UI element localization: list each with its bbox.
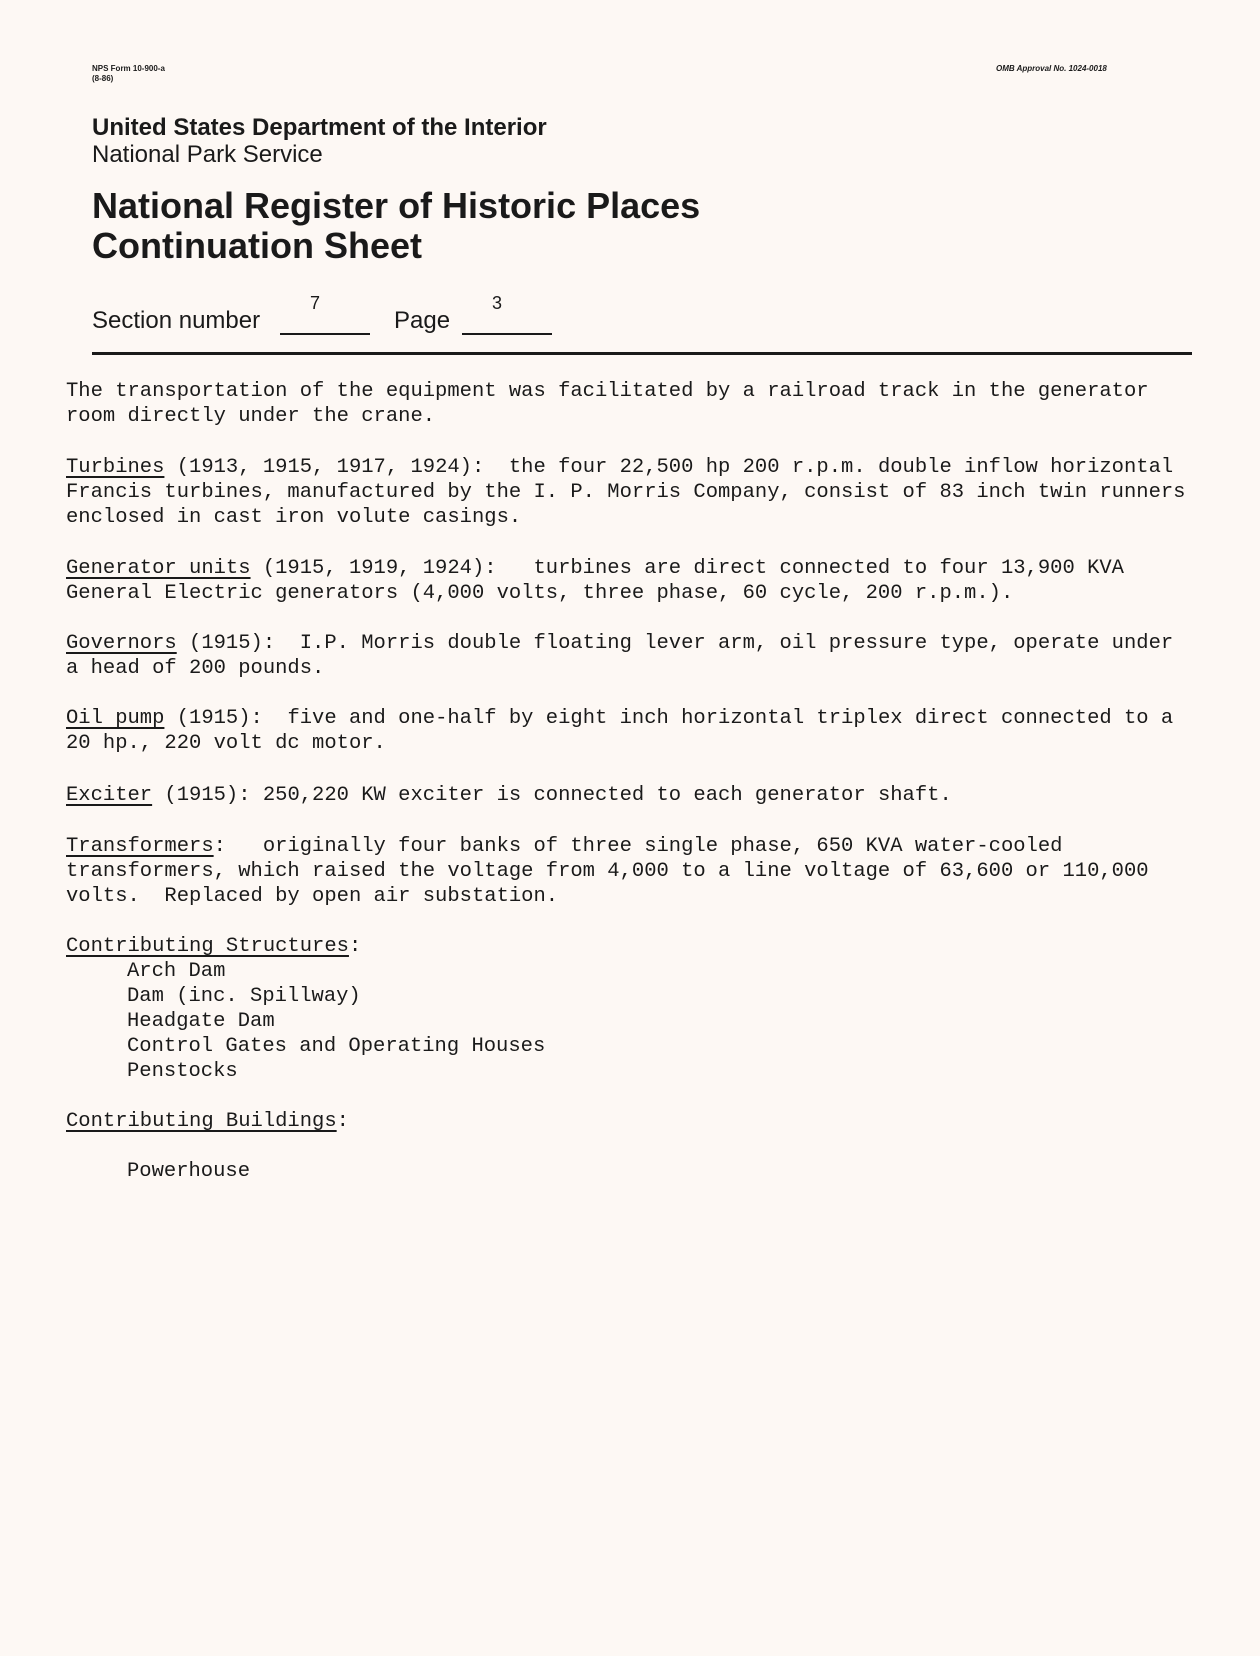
heading-exciter: Exciter xyxy=(66,784,153,807)
paragraph-governors xyxy=(66,631,1202,681)
form-number-text: NPS Form 10-900-a xyxy=(92,64,165,73)
contributing-structures-section xyxy=(66,934,1202,1084)
text-line: (1915): I.P. Morris double floating lever arm, oil pressure type, operate under xyxy=(176,632,1174,655)
text-line: room directly under the crane. xyxy=(66,405,436,428)
heading-generator-units: Generator units xyxy=(66,557,251,580)
text-line: The transportation of the equipment was facilitated by a railroad track in the generator xyxy=(66,380,1149,403)
paragraph-transformers xyxy=(66,834,1202,909)
text-line: (1915, 1919, 1924): turbines are direct connected to four 13,900 KVA xyxy=(250,557,1124,580)
paragraph-turbines xyxy=(66,455,1202,530)
heading-contributing-structures: Contributing Structures xyxy=(66,935,349,958)
section-number-value: 7 xyxy=(309,293,320,313)
paragraph-transportation xyxy=(66,379,1202,429)
heading-oil-pump: Oil pump xyxy=(66,707,165,730)
heading-transformers: Transformers xyxy=(66,835,214,858)
paragraph-exciter xyxy=(66,783,1202,808)
page-number-value: 3 xyxy=(491,293,502,313)
text-line: General Electric generators (4,000 volts, three phase, 60 cycle, 200 r.p.m.). xyxy=(66,582,1014,605)
section-number-blank xyxy=(280,333,370,335)
list-item: Powerhouse xyxy=(127,1160,251,1183)
agency-name: National Park Service xyxy=(92,141,323,168)
heading-colon: : xyxy=(336,1110,349,1133)
list-item: Arch Dam xyxy=(127,960,226,983)
text-line: a head of 200 pounds. xyxy=(66,657,325,680)
text-line: (1915): five and one-half by eight inch horizontal triplex direct connected to a xyxy=(164,707,1174,730)
contributing-buildings-section xyxy=(66,1109,1202,1184)
text-line: 20 hp., 220 volt dc motor. xyxy=(66,732,386,755)
list-item: Penstocks xyxy=(127,1060,238,1083)
department-name: United States Department of the Interior xyxy=(92,114,547,141)
omb-approval: OMB Approval No. 1024-0018 xyxy=(996,64,1107,73)
text-line: transformers, which raised the voltage from 4,000 to a line voltage of 63,600 or 110,000 xyxy=(66,860,1149,883)
list-item: Dam (inc. Spillway) xyxy=(127,985,361,1008)
paragraph-oil-pump xyxy=(66,706,1202,756)
paragraph-generator-units xyxy=(66,556,1202,606)
header-divider xyxy=(92,352,1192,355)
text-line: enclosed in cast iron volute casings. xyxy=(66,506,522,529)
page-title xyxy=(92,186,700,266)
text-line: Francis turbines, manufactured by the I. P. Morris Company, consist of 83 inch twin runners xyxy=(66,481,1186,504)
heading-turbines: Turbines xyxy=(66,456,165,479)
page-label: Page xyxy=(394,307,451,334)
heading-colon: : xyxy=(348,935,362,958)
text-line: volts. Replaced by open air substation. xyxy=(66,885,559,908)
text-line: : originally four banks of three single phase, 650 KVA water-cooled xyxy=(213,835,1063,858)
title-line-2: Continuation Sheet xyxy=(92,225,422,266)
form-number xyxy=(92,64,165,84)
text-line: (1913, 1915, 1917, 1924): the four 22,500 hp 200 r.p.m. double inflow horizontal xyxy=(164,456,1174,479)
section-number-label: Section number xyxy=(92,307,261,334)
page-number-blank xyxy=(462,333,552,335)
heading-governors: Governors xyxy=(66,632,177,655)
list-item: Control Gates and Operating Houses xyxy=(127,1035,546,1058)
list-item: Headgate Dam xyxy=(127,1010,275,1033)
form-date-text: (8-86) xyxy=(92,74,114,83)
heading-contributing-buildings: Contributing Buildings xyxy=(66,1110,337,1133)
text-line: (1915): 250,220 KW exciter is connected to each generator shaft. xyxy=(152,784,952,807)
title-line-1: National Register of Historic Places xyxy=(92,185,701,226)
